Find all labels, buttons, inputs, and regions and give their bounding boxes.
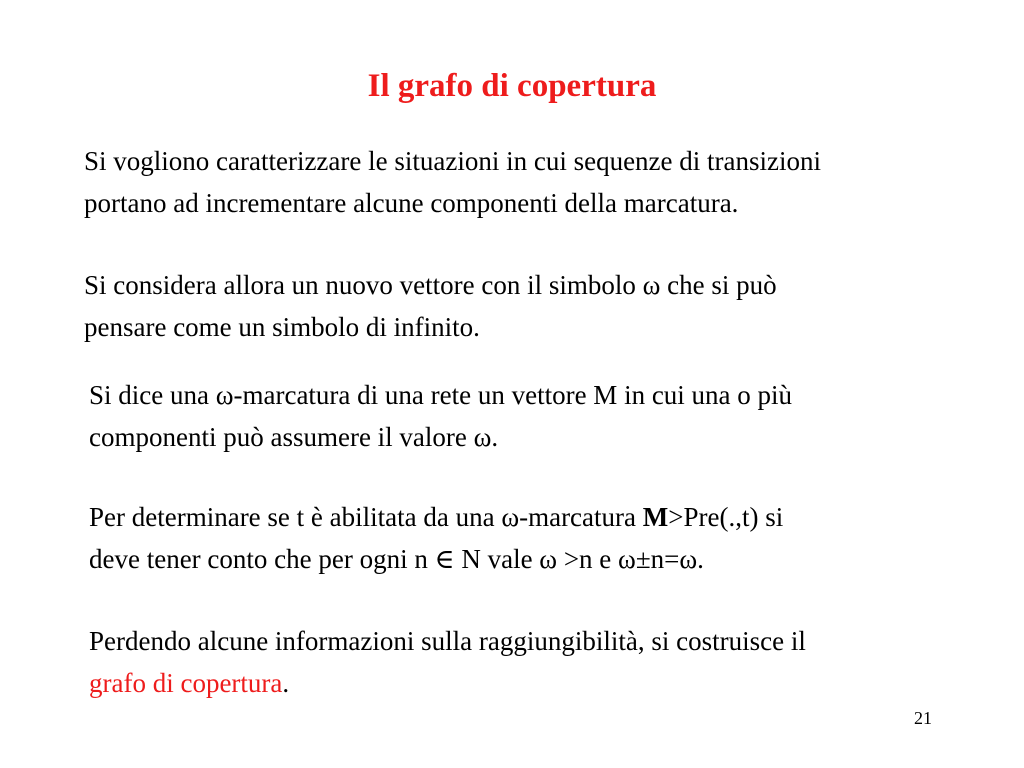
page-number: 21 bbox=[914, 708, 932, 728]
enabling-text-start: Per determinare se t è abilitata da una ω-marcatura bbox=[89, 502, 643, 532]
paragraph-enabling-line-2: deve tener conto che per ogni n ∈ N vale ω >n e ω±n=ω. bbox=[89, 544, 704, 574]
paragraph-coverability-line-1: Perdendo alcune informazioni sulla raggiungibilità, si costruisce il bbox=[89, 626, 806, 656]
paragraph-intro-line-2: portano ad incrementare alcune componenti della marcatura. bbox=[84, 188, 739, 218]
paragraph-enabling-line-1 bbox=[89, 496, 1009, 538]
paragraph-omega-symbol bbox=[84, 264, 1014, 348]
paragraph-omega-symbol-line-2: pensare come un simbolo di infinito. bbox=[84, 312, 480, 342]
enabling-text-end: >Pre(.,t) si bbox=[668, 502, 784, 532]
paragraph-omega-marking bbox=[89, 374, 1009, 458]
paragraph-intro-line-1: Si vogliono caratterizzare le situazioni in cui sequenze di transizioni bbox=[84, 146, 821, 176]
paragraph-intro bbox=[84, 140, 1024, 224]
paragraph-coverability-line-2 bbox=[89, 662, 1009, 704]
slide-title: Il grafo di copertura bbox=[367, 68, 657, 104]
coverability-graph-term: grafo di copertura bbox=[89, 668, 283, 698]
paragraph-omega-marking-line-1: Si dice una ω-marcatura di una rete un vettore M in cui una o più bbox=[89, 380, 793, 410]
paragraph-coverability bbox=[89, 620, 1009, 704]
marking-symbol: M bbox=[642, 502, 669, 532]
coverability-period: . bbox=[282, 668, 290, 698]
paragraph-omega-marking-line-2: componenti può assumere il valore ω. bbox=[89, 422, 499, 452]
paragraph-enabling bbox=[89, 496, 1009, 580]
paragraph-omega-symbol-line-1: Si considera allora un nuovo vettore con il simbolo ω che si può bbox=[84, 270, 777, 300]
